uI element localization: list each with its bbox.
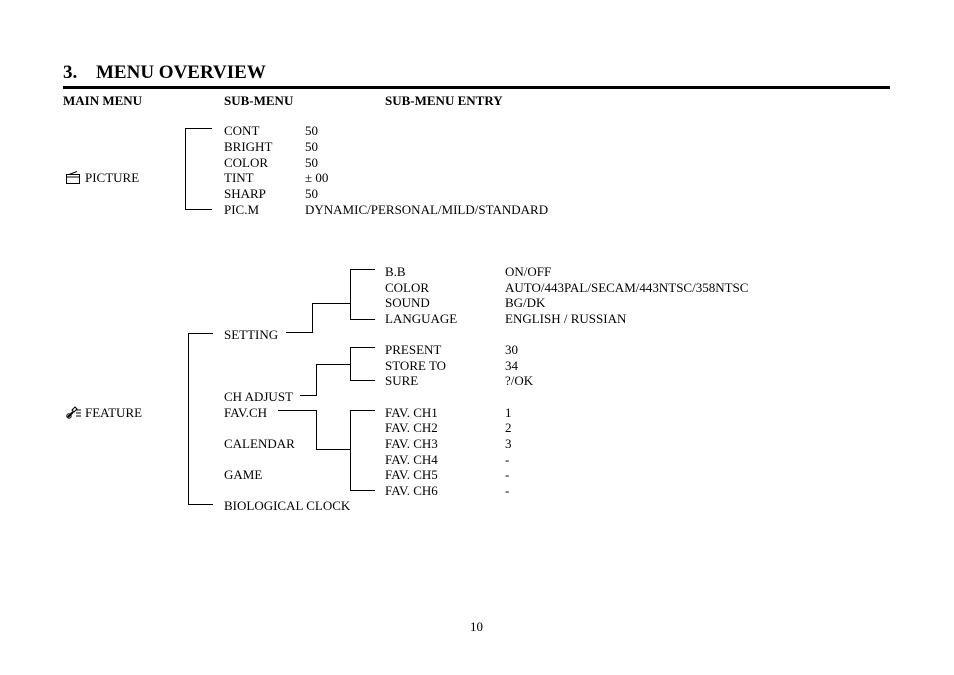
main-menu-picture: PICTURE — [85, 170, 140, 185]
picture-item-name: COLOR — [224, 155, 269, 170]
fav-ch-entry-name: FAV. CH5 — [385, 467, 438, 482]
setting-entry-name: B.B — [385, 264, 406, 279]
ch-adjust-connector — [316, 364, 350, 365]
fav-ch-connector — [316, 410, 317, 450]
setting-entry-value: BG/DK — [505, 295, 546, 310]
setting-entry-value: AUTO/443PAL/SECAM/443NTSC/358NTSC — [505, 280, 749, 295]
feature-bracket-top — [188, 333, 213, 334]
ch-adjust-entry-value: 34 — [505, 358, 518, 373]
fav-ch-connector — [316, 449, 350, 450]
ch-adjust-connector — [316, 364, 317, 396]
fav-ch-entry-name: FAV. CH6 — [385, 483, 438, 498]
feature-bracket-bottom — [188, 504, 213, 505]
feature-submenu-game: GAME — [224, 467, 263, 482]
fav-ch-entry-value: - — [505, 483, 510, 498]
fav-ch-bracket-top — [350, 410, 375, 411]
section-title — [63, 61, 266, 85]
picture-item-name: PIC.M — [224, 202, 260, 217]
feature-submenu-setting: SETTING — [224, 327, 279, 342]
ch-adjust-entry-name: PRESENT — [385, 342, 442, 357]
setting-connector — [312, 303, 313, 333]
ch-adjust-bracket-vertical — [350, 347, 351, 381]
fav-ch-entry-value: 3 — [505, 436, 512, 451]
fav-ch-connector — [278, 410, 316, 411]
setting-connector — [312, 303, 350, 304]
setting-bracket-vertical — [350, 269, 351, 320]
picture-item-value: DYNAMIC/PERSONAL/MILD/STANDARD — [305, 202, 549, 217]
ch-adjust-bracket-bottom — [350, 380, 375, 381]
picture-item-name: TINT — [224, 170, 254, 185]
ch-adjust-connector — [300, 395, 316, 396]
ch-adjust-entry-name: SURE — [385, 373, 419, 388]
fav-ch-entry-name: FAV. CH1 — [385, 405, 438, 420]
feature-submenu-biological-clock: BIOLOGICAL CLOCK — [224, 498, 351, 513]
feature-submenu-calendar: CALENDAR — [224, 436, 295, 451]
ch-adjust-entry-value: 30 — [505, 342, 518, 357]
fav-ch-bracket-bottom — [350, 490, 375, 491]
main-menu-feature: FEATURE — [85, 405, 143, 420]
feature-submenu-ch-adjust: CH ADJUST — [224, 389, 293, 404]
picture-item-value: 50 — [305, 139, 318, 154]
feature-bracket-vertical — [188, 333, 189, 504]
fav-ch-entry-value: 2 — [505, 420, 512, 435]
picture-item-value: 50 — [305, 123, 318, 138]
setting-entry-name: LANGUAGE — [385, 311, 458, 326]
picture-bracket-vertical — [185, 128, 186, 210]
fav-ch-entry-name: FAV. CH2 — [385, 420, 438, 435]
ch-adjust-entry-value: ?/OK — [505, 373, 534, 388]
fav-ch-bracket-vertical — [350, 410, 351, 491]
header-main-menu: MAIN MENU — [63, 93, 143, 108]
header-sub-menu-entry: SUB-MENU ENTRY — [385, 93, 503, 108]
setting-entry-value: ON/OFF — [505, 264, 552, 279]
ch-adjust-bracket-top — [350, 347, 375, 348]
setting-entry-value: ENGLISH / RUSSIAN — [505, 311, 627, 326]
page-number: 10 — [470, 619, 483, 634]
header-sub-menu: SUB-MENU — [224, 93, 294, 108]
section-number: 3. — [63, 62, 78, 83]
fav-ch-entry-name: FAV. CH3 — [385, 436, 438, 451]
section-title-text: MENU OVERVIEW — [96, 62, 266, 83]
picture-item-value: ± 00 — [305, 170, 329, 185]
setting-entry-name: COLOR — [385, 280, 430, 295]
feature-submenu-fav-ch: FAV.CH — [224, 405, 267, 420]
tv-picture-icon — [66, 171, 80, 184]
setting-connector — [286, 332, 312, 333]
setting-bracket-bottom — [350, 319, 375, 320]
fav-ch-entry-value: - — [505, 452, 510, 467]
fav-ch-entry-name: FAV. CH4 — [385, 452, 438, 467]
picture-bracket-bottom — [185, 209, 212, 210]
setting-bracket-top — [350, 269, 375, 270]
picture-item-value: 50 — [305, 155, 318, 170]
picture-item-name: CONT — [224, 123, 260, 138]
picture-bracket-top — [185, 128, 212, 129]
ch-adjust-entry-name: STORE TO — [385, 358, 447, 373]
picture-item-name: BRIGHT — [224, 139, 273, 154]
picture-item-name: SHARP — [224, 186, 266, 201]
picture-item-value: 50 — [305, 186, 318, 201]
fav-ch-entry-value: - — [505, 467, 510, 482]
fav-ch-entry-value: 1 — [505, 405, 512, 420]
wrench-feature-icon — [66, 404, 82, 419]
title-rule — [63, 86, 890, 89]
setting-entry-name: SOUND — [385, 295, 430, 310]
